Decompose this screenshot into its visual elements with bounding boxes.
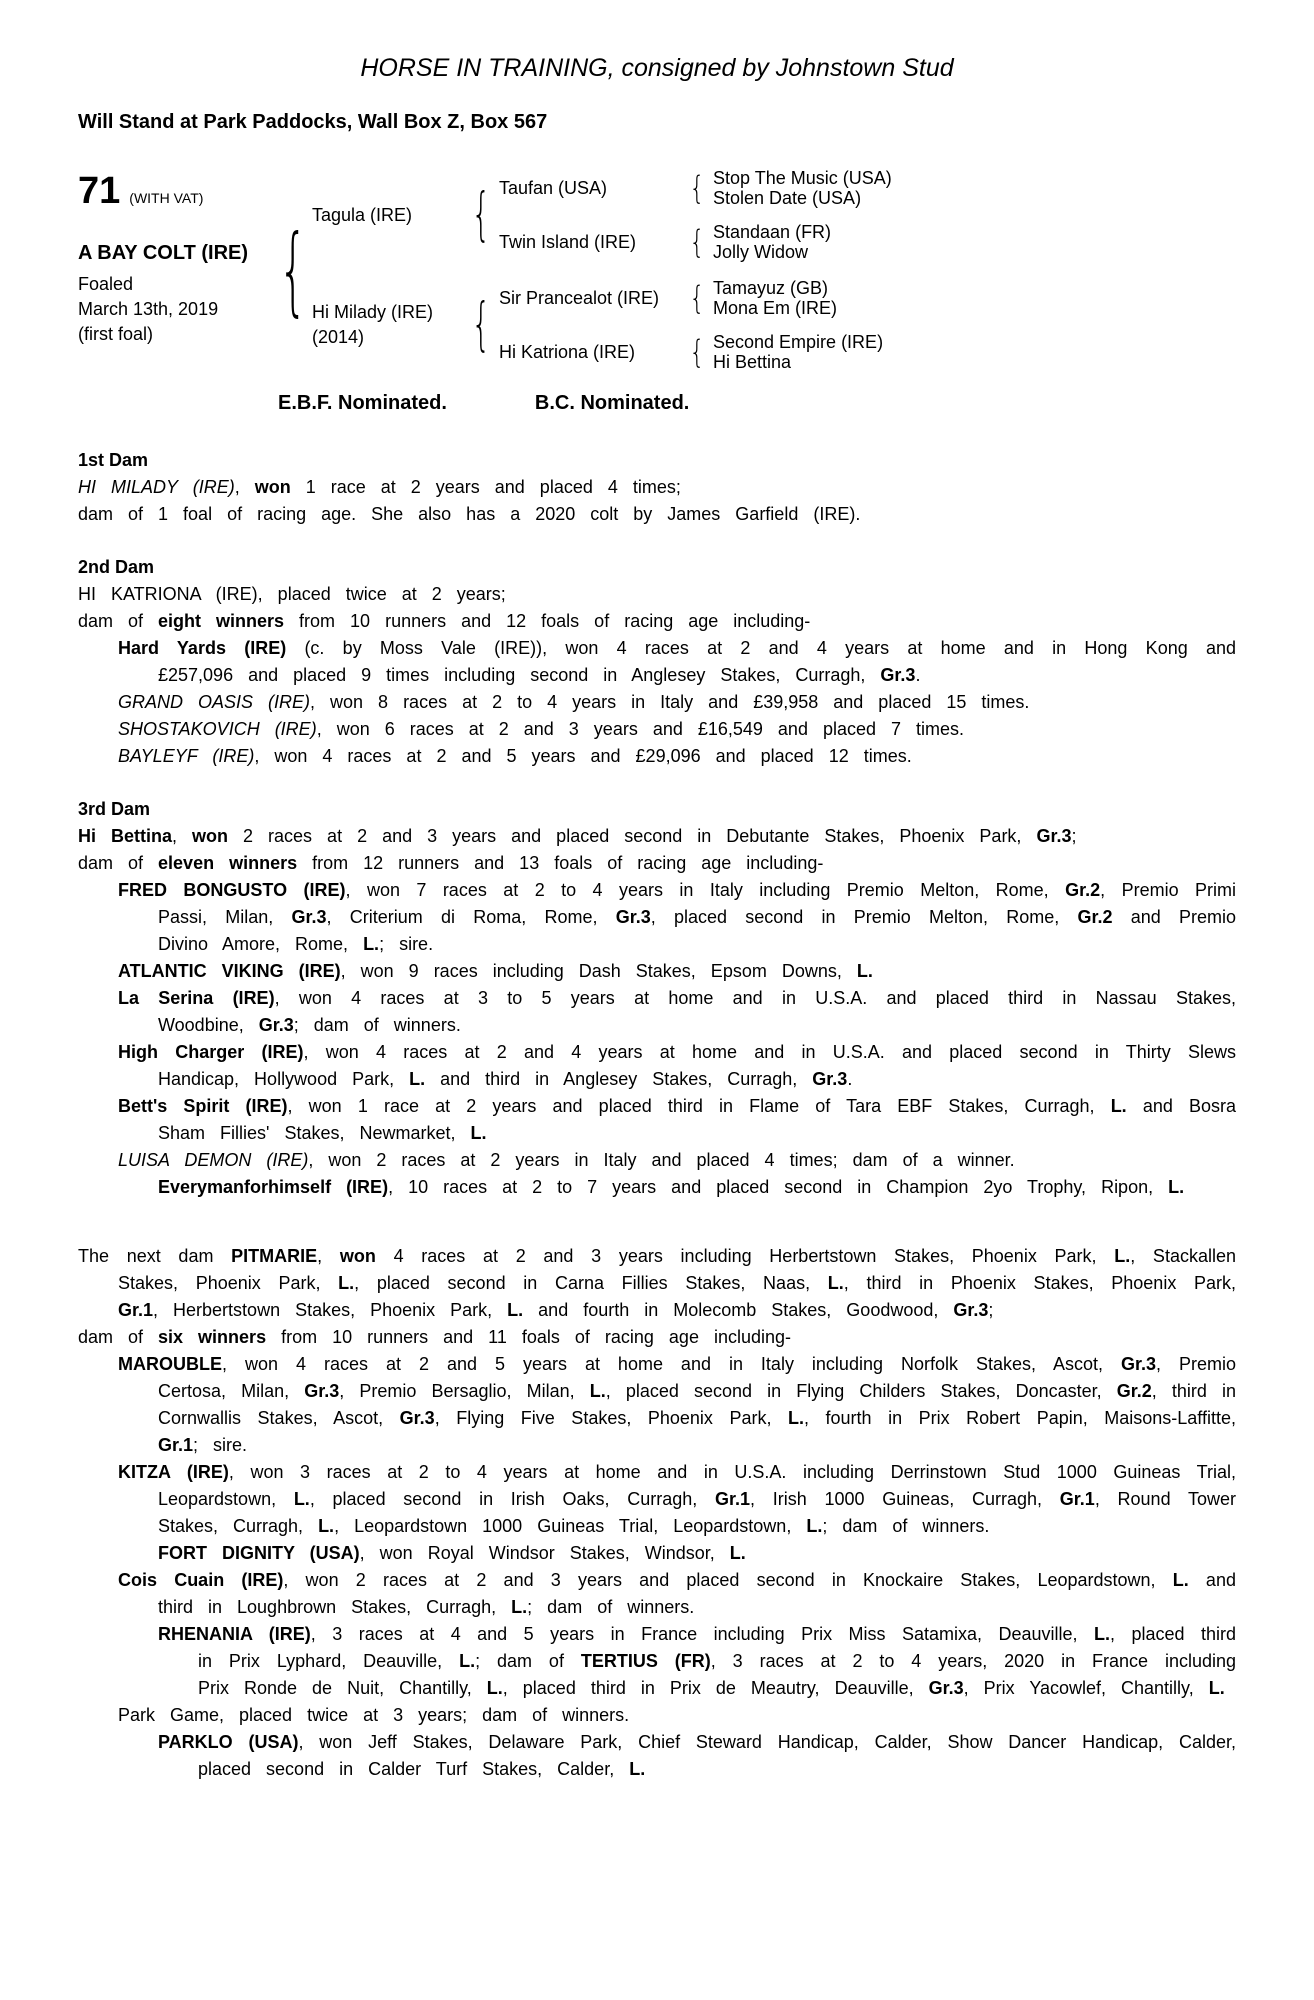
catalogue-paragraph xyxy=(78,1702,1236,1729)
text-run: , won 2 races at 2 and 3 years and placed second in Knockaire Stakes, Leopardstown, xyxy=(283,1570,1173,1590)
text-run: Everymanforhimself (IRE) xyxy=(158,1177,389,1197)
text-run: L. xyxy=(1114,1246,1131,1266)
foaled-date: March 13th, 2019 xyxy=(78,299,219,319)
foal-note: (first foal) xyxy=(78,324,154,344)
text-run: L. xyxy=(589,1381,606,1401)
text-run: , 3 races at 4 and 5 years in France including Prix Miss Satamixa, Deauville, xyxy=(310,1624,1095,1644)
text-run: 4 races at 2 and 3 years including Herbertstown Stakes, Phoenix Park, xyxy=(375,1246,1115,1266)
catalogue-paragraph xyxy=(78,1621,1236,1702)
text-run: , xyxy=(234,477,255,497)
text-run: Gr.3 xyxy=(399,1408,435,1428)
catalogue-paragraph xyxy=(78,1567,1236,1621)
text-run: , Stackallen Stakes, Phoenix Park, xyxy=(118,1246,1236,1293)
text-run: from 10 runners and 11 foals of racing age including- xyxy=(266,1327,791,1347)
text-run: ; dam of xyxy=(475,1651,581,1671)
text-run: , won 4 races at 2 and 5 years at home and in Italy including Norfolk Stakes, Ascot, xyxy=(222,1354,1121,1374)
text-run: Gr.3 xyxy=(1036,826,1072,846)
dam-sire-name: Sir Prancealot (IRE) xyxy=(499,287,660,308)
text-run: ; xyxy=(988,1300,994,1320)
text-run: , 3 races at 2 to 4 years, 2020 in France including Prix Ronde de Nuit, Chantilly, xyxy=(198,1651,1237,1698)
catalogue-paragraph xyxy=(78,474,1236,501)
text-run: PARKLO (USA) xyxy=(158,1732,299,1752)
catalogue-paragraph xyxy=(78,608,1236,635)
sire-sire-name: Taufan (USA) xyxy=(499,177,608,198)
text-run: , placed second in Irish Oaks, Curragh, xyxy=(309,1489,716,1509)
text-run: ; dam of winners. xyxy=(293,1015,461,1035)
text-run: MAROUBLE xyxy=(118,1354,222,1374)
text-run: won xyxy=(192,826,229,846)
catalogue-paragraph xyxy=(78,1540,1236,1567)
text-run: , won Royal Windsor Stakes, Windsor, xyxy=(359,1543,730,1563)
dam-section-heading: 2nd Dam xyxy=(78,557,155,577)
text-run: Gr.3 xyxy=(1120,1354,1156,1374)
text-run: and Bosra Sham Fillies' Stakes, Newmarket, xyxy=(158,1096,1236,1143)
text-run: , won 9 races including Dash Stakes, Epsom Downs, xyxy=(340,961,857,981)
sire-branch xyxy=(308,168,1236,262)
text-run: dam of 1 foal of racing age. She also has a 2020 colt by James Garfield (IRE). xyxy=(78,504,861,524)
text-run: Gr.1 xyxy=(158,1435,194,1455)
text-run: , placed second in Carna Fillies Stakes, Naas, xyxy=(354,1273,828,1293)
text-run: L. xyxy=(629,1759,646,1779)
text-run: L. xyxy=(1094,1624,1111,1644)
text-run: L. xyxy=(470,1123,487,1143)
catalogue-paragraph xyxy=(78,1039,1236,1093)
text-run: 2 races at 2 and 3 years and placed second in Debutante Stakes, Phoenix Park, xyxy=(228,826,1037,846)
foaled-label: Foaled xyxy=(78,274,134,294)
grandparent-brace-icon xyxy=(686,228,708,256)
dam-section xyxy=(78,554,1236,770)
text-run: BAYLEYF (IRE) xyxy=(118,746,255,766)
lot-info xyxy=(78,168,278,372)
text-run: Gr.3 xyxy=(258,1015,294,1035)
catalogue-paragraph xyxy=(78,635,1236,689)
text-run: GRAND OASIS (IRE) xyxy=(118,692,311,712)
text-run: , Flying Five Stakes, Phoenix Park, xyxy=(434,1408,788,1428)
text-run: , Premio Primi Passi, Milan, xyxy=(158,880,1236,927)
text-run: , xyxy=(172,826,193,846)
pedigree-ancestor-name: Hi Bettina xyxy=(713,352,792,372)
text-run: L. xyxy=(1208,1678,1225,1698)
text-run: La Serina (IRE) xyxy=(118,988,275,1008)
text-run: Gr.2 xyxy=(1077,907,1113,927)
text-run: FRED BONGUSTO (IRE) xyxy=(118,880,346,900)
text-run: , won 4 races at 3 to 5 years at home and in U.S.A. and placed third in Nassau Stakes, Woodbine, xyxy=(158,988,1236,1035)
text-run: Hard Yards (IRE) xyxy=(118,638,287,658)
catalogue-paragraph xyxy=(78,1093,1236,1147)
dam-section xyxy=(78,447,1236,528)
text-run: , placed second in Premio Melton, Rome, xyxy=(650,907,1078,927)
text-run: TERTIUS (FR) xyxy=(580,1651,711,1671)
text-run: . xyxy=(915,665,921,685)
text-run: SHOSTAKOVICH (IRE) xyxy=(118,719,317,739)
text-run: L. xyxy=(409,1069,426,1089)
pedigree-ancestor-name: Stop The Music (USA) xyxy=(713,168,892,188)
sire-dam-name: Twin Island (IRE) xyxy=(499,231,637,252)
ebf-nominated-label: E.B.F. Nominated. xyxy=(278,392,447,414)
sire-brace-icon xyxy=(468,198,494,233)
dam-section xyxy=(78,1243,1236,1783)
text-run: dam of xyxy=(78,853,159,873)
text-run: Gr.2 xyxy=(1065,880,1101,900)
text-run: from 10 runners and 12 foals of racing age including- xyxy=(284,611,811,631)
text-run: HI KATRIONA (IRE), placed twice at 2 years; xyxy=(78,584,506,604)
text-run: and Premio Divino Amore, Rome, xyxy=(158,907,1236,954)
text-run: L. xyxy=(729,1543,746,1563)
text-run: High Charger (IRE) xyxy=(118,1042,304,1062)
pedigree-table xyxy=(78,168,1236,372)
grandparent-brace-icon xyxy=(686,284,708,312)
text-run: Hi Bettina xyxy=(78,826,173,846)
dam-cell xyxy=(308,300,468,350)
text-run: , xyxy=(317,1246,340,1266)
text-run: , placed third in Prix Lyphard, Deauville, xyxy=(198,1624,1237,1671)
text-run: , placed second in Flying Childers Stakes, Doncaster, xyxy=(605,1381,1117,1401)
text-run: Gr.3 xyxy=(615,907,651,927)
catalogue-paragraph xyxy=(78,716,1236,743)
text-run: L. xyxy=(1172,1570,1189,1590)
text-run: , won 8 races at 2 to 4 years in Italy and £39,958 and placed 15 times. xyxy=(310,692,1030,712)
text-run: , Premio Bersaglio, Milan, xyxy=(339,1381,590,1401)
text-run: , won 3 races at 2 to 4 years at home and in U.S.A. including Derrinstown Stud 1000 Guineas Trial, Leopardstown, xyxy=(158,1462,1236,1509)
text-run: , won 4 races at 2 and 4 years at home and in U.S.A. and placed second in Thirty Slews Handicap, Hollywood Park, xyxy=(158,1042,1236,1089)
text-run: , third in Cornwallis Stakes, Ascot, xyxy=(158,1381,1237,1428)
text-run: Gr.2 xyxy=(1116,1381,1152,1401)
catalogue-paragraph xyxy=(78,1729,1236,1783)
text-run: , Leopardstown 1000 Guineas Trial, Leopardstown, xyxy=(334,1516,807,1536)
text-run: won xyxy=(339,1246,376,1266)
text-run: . xyxy=(847,1069,853,1089)
lot-number: 71 xyxy=(78,170,121,212)
catalogue-paragraph xyxy=(78,1174,1236,1201)
catalogue-paragraph xyxy=(78,850,1236,877)
text-run: , Premio Certosa, Milan, xyxy=(158,1354,1236,1401)
catalogue-paragraph xyxy=(78,823,1236,850)
text-run: , Prix Yacowlef, Chantilly, xyxy=(963,1678,1209,1698)
text-run: Gr.1 xyxy=(715,1489,751,1509)
text-run: Gr.1 xyxy=(118,1300,154,1320)
text-run: L. xyxy=(511,1597,528,1617)
text-run: L. xyxy=(856,961,873,981)
page-title: HORSE IN TRAINING, consigned by Johnstown Stud xyxy=(360,54,954,82)
vat-note: (WITH VAT) xyxy=(129,190,204,206)
text-run: from 12 runners and 13 foals of racing age including- xyxy=(297,853,824,873)
text-run: Bett's Spirit (IRE) xyxy=(118,1096,288,1116)
sire-cell xyxy=(308,203,468,228)
text-run: Park Game, placed twice at 3 years; dam of winners. xyxy=(118,1705,630,1725)
catalogue-paragraph xyxy=(78,1324,1236,1351)
dam-dam-name: Hi Katriona (IRE) xyxy=(499,341,636,362)
dam-section-heading: 3rd Dam xyxy=(78,799,151,819)
catalogue-paragraph xyxy=(78,958,1236,985)
text-run: Cois Cuain (IRE) xyxy=(118,1570,284,1590)
sire-name: Tagula (IRE) xyxy=(312,204,413,225)
lot-line xyxy=(78,172,278,210)
text-run: , fourth in Prix Robert Papin, Maisons-Laffitte, xyxy=(803,1408,1236,1428)
text-run: L. xyxy=(806,1516,823,1536)
catalogue-paragraph xyxy=(78,581,1236,608)
text-run: , 10 races at 2 to 7 years and placed second in Champion 2yo Trophy, Ripon, xyxy=(388,1177,1169,1197)
text-run: KITZA (IRE) xyxy=(118,1462,229,1482)
text-run: Gr.3 xyxy=(291,907,327,927)
text-run: , Criterium di Roma, Rome, xyxy=(326,907,616,927)
text-run: won xyxy=(254,477,291,497)
text-run: dam of xyxy=(78,611,159,631)
pedigree-ancestor-name: Standaan (FR) xyxy=(713,222,832,242)
text-run: , won Jeff Stakes, Delaware Park, Chief Steward Handicap, Calder, Show Dancer Handicap, Calder, placed second in Calder Turf Stakes, Calder, xyxy=(198,1732,1237,1779)
text-run: , won 6 races at 2 and 3 years and £16,549 and placed 7 times. xyxy=(316,719,965,739)
text-run: L. xyxy=(787,1408,804,1428)
catalogue-paragraph xyxy=(78,501,1236,528)
dam-section-heading: 1st Dam xyxy=(78,450,149,470)
text-run: HI MILADY (IRE) xyxy=(78,477,235,497)
text-run: PITMARIE xyxy=(231,1246,318,1266)
text-run: , won 7 races at 2 to 4 years in Italy including Premio Melton, Rome, xyxy=(345,880,1066,900)
catalogue-paragraph xyxy=(78,1243,1236,1324)
grandparent-brace-icon xyxy=(686,338,708,366)
text-run: L. xyxy=(507,1300,524,1320)
pedigree-ancestor-name: Jolly Widow xyxy=(713,242,809,262)
text-run: L. xyxy=(338,1273,355,1293)
text-run: ATLANTIC VIKING (IRE) xyxy=(118,961,341,981)
text-run: and fourth in Molecomb Stakes, Goodwood, xyxy=(523,1300,954,1320)
text-run: Gr.3 xyxy=(304,1381,340,1401)
text-run: , won 1 race at 2 years and placed third in Flame of Tara EBF Stakes, Curragh, xyxy=(287,1096,1111,1116)
bc-nominated-label: B.C. Nominated. xyxy=(534,392,690,414)
text-run: ; dam of winners. xyxy=(527,1597,695,1617)
catalogue-paragraph xyxy=(78,743,1236,770)
dam-section xyxy=(78,796,1236,1201)
text-run: RHENANIA (IRE) xyxy=(158,1624,311,1644)
pedigree-ancestor-name: Tamayuz (GB) xyxy=(713,278,829,298)
catalogue-paragraph xyxy=(78,985,1236,1039)
text-run: L. xyxy=(363,934,380,954)
text-run: FORT DIGNITY (USA) xyxy=(158,1543,360,1563)
text-run: and third in Anglesey Stakes, Curragh, xyxy=(425,1069,813,1089)
text-run: L. xyxy=(1168,1177,1185,1197)
pedigree-ancestor-name: Second Empire (IRE) xyxy=(713,332,884,352)
text-run: ; xyxy=(1071,826,1077,846)
text-run: and third in Loughbrown Stakes, Curragh, xyxy=(158,1570,1236,1617)
text-run: Gr.1 xyxy=(1059,1489,1095,1509)
dam-branch xyxy=(308,278,1236,372)
dam-sections xyxy=(78,447,1236,1783)
text-run: (c. by Moss Vale (IRE)), won 4 races at 2 and 4 years at home and in Hong Kong and £257,096 and placed 9 times including second in Anglesey Stakes, Curragh, xyxy=(158,638,1236,685)
text-run: , Round Tower Stakes, Curragh, xyxy=(158,1489,1236,1536)
text-run: , won 4 races at 2 and 5 years and £29,096 and placed 12 times. xyxy=(254,746,912,766)
family-brace-icon xyxy=(278,168,308,372)
nominations-line xyxy=(78,392,1236,415)
text-run: LUISA DEMON (IRE) xyxy=(118,1150,309,1170)
text-run: , third in Phoenix Stakes, Phoenix Park, xyxy=(843,1273,1237,1293)
text-run: ; sire. xyxy=(379,934,434,954)
text-run: L. xyxy=(293,1489,310,1509)
text-run: The next dam xyxy=(78,1246,232,1266)
grandparent-brace-icon xyxy=(686,174,708,202)
text-run: , Irish 1000 Guineas, Curragh, xyxy=(750,1489,1060,1509)
text-run: Gr.3 xyxy=(928,1678,964,1698)
catalogue-paragraph xyxy=(78,1351,1236,1459)
text-run: Gr.3 xyxy=(880,665,916,685)
text-run: L. xyxy=(459,1651,476,1671)
catalogue-paragraph xyxy=(78,1459,1236,1540)
dam-year: (2014) xyxy=(312,327,365,347)
dam-sire-group xyxy=(494,278,883,318)
horse-description: A BAY COLT (IRE) xyxy=(78,242,249,264)
text-run: , won 2 races at 2 years in Italy and placed 4 times; dam of a winner. xyxy=(308,1150,1015,1170)
text-run: Gr.3 xyxy=(953,1300,989,1320)
pedigree-ancestor-name: Mona Em (IRE) xyxy=(713,298,838,318)
text-run: , placed third in Prix de Meautry, Deauville, xyxy=(502,1678,929,1698)
text-run: L. xyxy=(318,1516,335,1536)
text-run: eleven winners xyxy=(158,853,298,873)
pedigree-tree xyxy=(308,168,1236,372)
stand-location: Will Stand at Park Paddocks, Wall Box Z, Box 567 xyxy=(78,111,548,133)
text-run: ; sire. xyxy=(193,1435,248,1455)
text-run: , Herbertstown Stakes, Phoenix Park, xyxy=(153,1300,508,1320)
text-run: L. xyxy=(827,1273,844,1293)
sire-sire-group xyxy=(494,168,892,208)
catalogue-paragraph xyxy=(78,689,1236,716)
dam-dam-group xyxy=(494,332,883,372)
text-run: eight winners xyxy=(158,611,285,631)
text-run: L. xyxy=(486,1678,503,1698)
text-run: six winners xyxy=(158,1327,267,1347)
text-run: ; dam of winners. xyxy=(822,1516,990,1536)
text-run: 1 race at 2 years and placed 4 times; xyxy=(290,477,681,497)
catalogue-paragraph xyxy=(78,1147,1236,1174)
dam-brace-icon xyxy=(468,308,494,343)
sire-dam-group xyxy=(494,222,892,262)
text-run: dam of xyxy=(78,1327,159,1347)
text-run: Gr.3 xyxy=(812,1069,848,1089)
dam-name: Hi Milady (IRE) xyxy=(312,302,434,322)
pedigree-ancestor-name: Stolen Date (USA) xyxy=(713,188,862,208)
text-run: L. xyxy=(1110,1096,1127,1116)
catalogue-paragraph xyxy=(78,877,1236,958)
